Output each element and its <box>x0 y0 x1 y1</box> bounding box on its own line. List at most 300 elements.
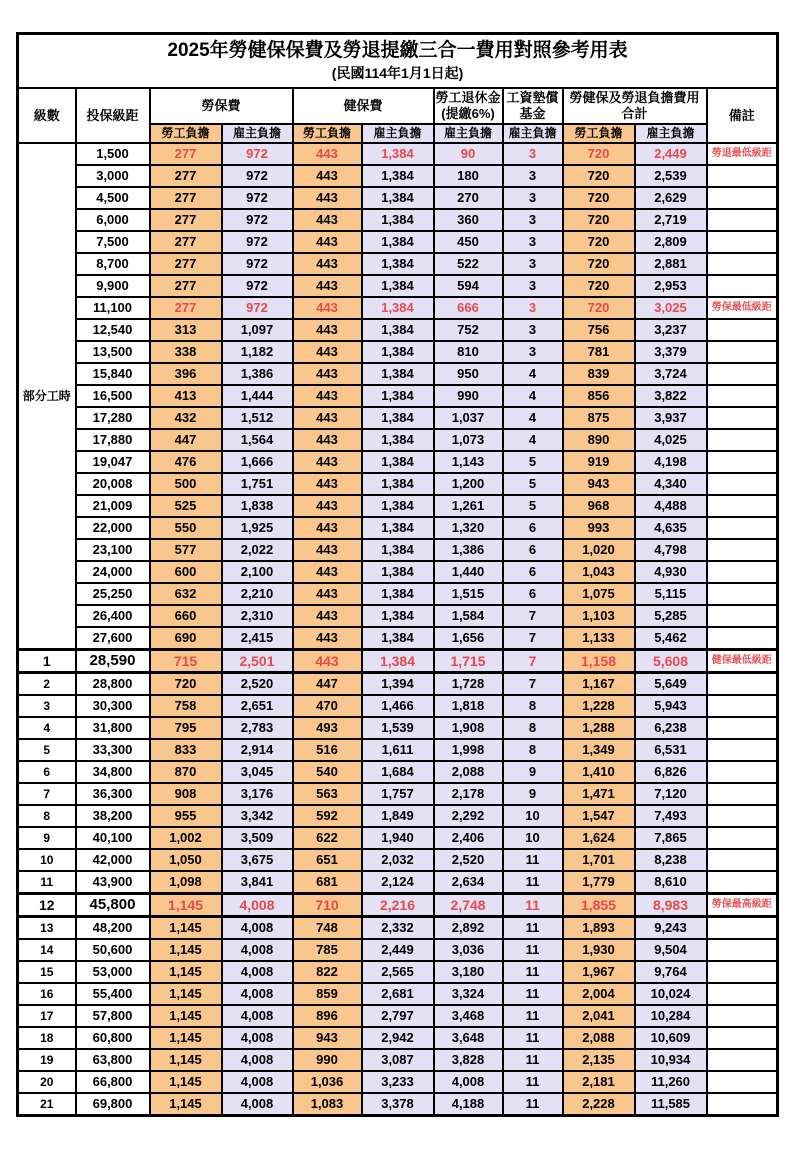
note-cell <box>707 783 778 805</box>
value-cell: 1,384 <box>362 341 434 363</box>
value-cell: 9 <box>503 761 563 783</box>
value-cell: 2,892 <box>434 917 503 940</box>
table-row <box>18 827 778 849</box>
value-cell: 3,036 <box>434 939 503 961</box>
note-cell <box>707 761 778 783</box>
salary-bracket-cell: 15,840 <box>76 363 150 385</box>
note-cell <box>707 1093 778 1116</box>
value-cell: 7 <box>503 627 563 650</box>
value-cell: 600 <box>150 561 222 583</box>
value-cell: 3,828 <box>434 1049 503 1071</box>
salary-bracket-cell: 17,880 <box>76 429 150 451</box>
salary-bracket-cell: 7,500 <box>76 231 150 253</box>
value-cell: 1,143 <box>434 451 503 473</box>
salary-bracket-cell: 28,590 <box>76 650 150 673</box>
value-cell: 3,180 <box>434 961 503 983</box>
value-cell: 2,310 <box>222 605 293 627</box>
value-cell: 1,384 <box>362 143 434 165</box>
salary-bracket-cell: 21,009 <box>76 495 150 517</box>
value-cell: 1,145 <box>150 1071 222 1093</box>
value-cell: 1,002 <box>150 827 222 849</box>
value-cell: 2,681 <box>362 983 434 1005</box>
salary-bracket-cell: 63,800 <box>76 1049 150 1071</box>
value-cell: 447 <box>293 673 362 696</box>
value-cell: 3,822 <box>635 385 707 407</box>
level-cell: 6 <box>18 761 76 783</box>
value-cell: 1,228 <box>563 695 635 717</box>
value-cell: 3 <box>503 275 563 297</box>
table-row <box>18 627 778 650</box>
note-cell <box>707 983 778 1005</box>
value-cell: 810 <box>434 341 503 363</box>
value-cell: 720 <box>563 297 635 319</box>
salary-bracket-cell: 48,200 <box>76 917 150 940</box>
value-cell: 2,415 <box>222 627 293 650</box>
note-cell <box>707 429 778 451</box>
value-cell: 1,097 <box>222 319 293 341</box>
value-cell: 516 <box>293 739 362 761</box>
value-cell: 413 <box>150 385 222 407</box>
value-cell: 1,098 <box>150 871 222 894</box>
value-cell: 896 <box>293 1005 362 1027</box>
value-cell: 3 <box>503 319 563 341</box>
salary-bracket-cell: 9,900 <box>76 275 150 297</box>
value-cell: 651 <box>293 849 362 871</box>
value-cell: 4,488 <box>635 495 707 517</box>
level-cell: 5 <box>18 739 76 761</box>
value-cell: 1,384 <box>362 473 434 495</box>
value-cell: 10 <box>503 805 563 827</box>
header-group-row <box>18 88 778 124</box>
value-cell: 4,198 <box>635 451 707 473</box>
value-cell: 2,797 <box>362 1005 434 1027</box>
value-cell: 1,384 <box>362 165 434 187</box>
value-cell: 1,075 <box>563 583 635 605</box>
value-cell: 2,651 <box>222 695 293 717</box>
value-cell: 7 <box>503 673 563 696</box>
value-cell: 2,719 <box>635 209 707 231</box>
note-cell <box>707 939 778 961</box>
value-cell: 1,624 <box>563 827 635 849</box>
note-cell <box>707 539 778 561</box>
value-cell: 950 <box>434 363 503 385</box>
value-cell: 4,798 <box>635 539 707 561</box>
level-cell: 20 <box>18 1071 76 1093</box>
value-cell: 10,284 <box>635 1005 707 1027</box>
value-cell: 1,547 <box>563 805 635 827</box>
table-row <box>18 695 778 717</box>
value-cell: 2,539 <box>635 165 707 187</box>
value-cell: 1,145 <box>150 1093 222 1116</box>
value-cell: 11,260 <box>635 1071 707 1093</box>
value-cell: 2,332 <box>362 917 434 940</box>
value-cell: 720 <box>563 143 635 165</box>
value-cell: 1,261 <box>434 495 503 517</box>
value-cell: 493 <box>293 717 362 739</box>
table-row <box>18 187 778 209</box>
note-cell <box>707 363 778 385</box>
value-cell: 1,584 <box>434 605 503 627</box>
value-cell: 4,008 <box>222 917 293 940</box>
header-health-employer-burden: 雇主負擔 <box>362 124 434 143</box>
table-row <box>18 1005 778 1027</box>
value-cell: 1,384 <box>362 583 434 605</box>
table-row <box>18 849 778 871</box>
value-cell: 7 <box>503 605 563 627</box>
value-cell: 500 <box>150 473 222 495</box>
value-cell: 1,050 <box>150 849 222 871</box>
value-cell: 443 <box>293 385 362 407</box>
salary-bracket-cell: 24,000 <box>76 561 150 583</box>
salary-bracket-cell: 45,800 <box>76 894 150 917</box>
note-cell <box>707 187 778 209</box>
value-cell: 1,838 <box>222 495 293 517</box>
value-cell: 1,200 <box>434 473 503 495</box>
value-cell: 1,384 <box>362 319 434 341</box>
value-cell: 1,384 <box>362 517 434 539</box>
value-cell: 972 <box>222 297 293 319</box>
salary-bracket-cell: 8,700 <box>76 253 150 275</box>
note-cell <box>707 695 778 717</box>
value-cell: 360 <box>434 209 503 231</box>
value-cell: 4,635 <box>635 517 707 539</box>
value-cell: 3,675 <box>222 849 293 871</box>
note-cell <box>707 739 778 761</box>
table-row <box>18 1071 778 1093</box>
value-cell: 11 <box>503 961 563 983</box>
value-cell: 4,008 <box>222 1049 293 1071</box>
value-cell: 1,384 <box>362 297 434 319</box>
value-cell: 443 <box>293 495 362 517</box>
value-cell: 2,520 <box>434 849 503 871</box>
value-cell: 1,386 <box>434 539 503 561</box>
value-cell: 4,008 <box>222 1093 293 1116</box>
header-total: 勞健保及勞退負擔費用合計 <box>563 88 707 124</box>
value-cell: 4,008 <box>222 894 293 917</box>
table-row <box>18 495 778 517</box>
value-cell: 972 <box>222 209 293 231</box>
note-cell <box>707 1071 778 1093</box>
value-cell: 1,666 <box>222 451 293 473</box>
value-cell: 277 <box>150 297 222 319</box>
note-cell <box>707 253 778 275</box>
value-cell: 2,942 <box>362 1027 434 1049</box>
table-row <box>18 385 778 407</box>
value-cell: 1,715 <box>434 650 503 673</box>
value-cell: 756 <box>563 319 635 341</box>
value-cell: 313 <box>150 319 222 341</box>
value-cell: 710 <box>293 894 362 917</box>
value-cell: 11 <box>503 1049 563 1071</box>
value-cell: 4,008 <box>222 983 293 1005</box>
value-cell: 594 <box>434 275 503 297</box>
level-cell: 4 <box>18 717 76 739</box>
salary-bracket-cell: 26,400 <box>76 605 150 627</box>
value-cell: 1,701 <box>563 849 635 871</box>
value-cell: 1,384 <box>362 495 434 517</box>
value-cell: 443 <box>293 605 362 627</box>
header-pension: 勞工退休金(提繳6%) <box>434 88 503 124</box>
value-cell: 180 <box>434 165 503 187</box>
level-cell: 18 <box>18 1027 76 1049</box>
value-cell: 1,386 <box>222 363 293 385</box>
value-cell: 577 <box>150 539 222 561</box>
value-cell: 1,384 <box>362 429 434 451</box>
value-cell: 1,930 <box>563 939 635 961</box>
value-cell: 1,349 <box>563 739 635 761</box>
table-row <box>18 761 778 783</box>
value-cell: 5 <box>503 473 563 495</box>
value-cell: 522 <box>434 253 503 275</box>
level-cell: 15 <box>18 961 76 983</box>
level-cell: 19 <box>18 1049 76 1071</box>
header-labor-employer-burden: 雇主負擔 <box>222 124 293 143</box>
value-cell: 822 <box>293 961 362 983</box>
value-cell: 3 <box>503 187 563 209</box>
value-cell: 666 <box>434 297 503 319</box>
value-cell: 3,378 <box>362 1093 434 1116</box>
salary-bracket-cell: 36,300 <box>76 783 150 805</box>
value-cell: 3 <box>503 231 563 253</box>
table-row <box>18 451 778 473</box>
salary-bracket-cell: 25,250 <box>76 583 150 605</box>
value-cell: 2,004 <box>563 983 635 1005</box>
value-cell: 720 <box>563 253 635 275</box>
value-cell: 2,124 <box>362 871 434 894</box>
header-wage-fund: 工資墊償基金 <box>503 88 563 124</box>
value-cell: 5,285 <box>635 605 707 627</box>
value-cell: 785 <box>293 939 362 961</box>
header-total-employee-burden: 勞工負擔 <box>563 124 635 143</box>
note-cell <box>707 871 778 894</box>
value-cell: 11 <box>503 1093 563 1116</box>
table-row <box>18 717 778 739</box>
value-cell: 1,384 <box>362 231 434 253</box>
value-cell: 277 <box>150 143 222 165</box>
salary-bracket-cell: 31,800 <box>76 717 150 739</box>
value-cell: 1,145 <box>150 961 222 983</box>
value-cell: 943 <box>293 1027 362 1049</box>
value-cell: 5,608 <box>635 650 707 673</box>
value-cell: 972 <box>222 275 293 297</box>
salary-bracket-cell: 69,800 <box>76 1093 150 1116</box>
table-row <box>18 961 778 983</box>
value-cell: 2,953 <box>635 275 707 297</box>
value-cell: 3,176 <box>222 783 293 805</box>
value-cell: 2,135 <box>563 1049 635 1071</box>
table-body <box>18 143 778 1116</box>
value-cell: 11 <box>503 1005 563 1027</box>
salary-bracket-cell: 60,800 <box>76 1027 150 1049</box>
value-cell: 11 <box>503 849 563 871</box>
level-cell: 2 <box>18 673 76 696</box>
value-cell: 919 <box>563 451 635 473</box>
salary-bracket-cell: 30,300 <box>76 695 150 717</box>
salary-bracket-cell: 27,600 <box>76 627 150 650</box>
value-cell: 277 <box>150 253 222 275</box>
value-cell: 396 <box>150 363 222 385</box>
salary-bracket-cell: 43,900 <box>76 871 150 894</box>
value-cell: 1,384 <box>362 650 434 673</box>
note-cell <box>707 673 778 696</box>
note-cell <box>707 717 778 739</box>
value-cell: 550 <box>150 517 222 539</box>
value-cell: 443 <box>293 231 362 253</box>
value-cell: 1,728 <box>434 673 503 696</box>
value-cell: 632 <box>150 583 222 605</box>
value-cell: 2,178 <box>434 783 503 805</box>
value-cell: 277 <box>150 231 222 253</box>
value-cell: 870 <box>150 761 222 783</box>
header-salary-bracket: 投保級距 <box>76 88 150 143</box>
value-cell: 5,649 <box>635 673 707 696</box>
header-labor-employee-burden: 勞工負擔 <box>150 124 222 143</box>
value-cell: 3,509 <box>222 827 293 849</box>
value-cell: 1,384 <box>362 363 434 385</box>
value-cell: 2,032 <box>362 849 434 871</box>
level-cell: 7 <box>18 783 76 805</box>
value-cell: 3,648 <box>434 1027 503 1049</box>
value-cell: 1,145 <box>150 917 222 940</box>
value-cell: 7,493 <box>635 805 707 827</box>
value-cell: 10 <box>503 827 563 849</box>
value-cell: 2,088 <box>563 1027 635 1049</box>
value-cell: 1,444 <box>222 385 293 407</box>
salary-bracket-cell: 23,100 <box>76 539 150 561</box>
note-cell <box>707 627 778 650</box>
value-cell: 681 <box>293 871 362 894</box>
value-cell: 2,783 <box>222 717 293 739</box>
salary-bracket-cell: 16,500 <box>76 385 150 407</box>
value-cell: 443 <box>293 297 362 319</box>
value-cell: 5,943 <box>635 695 707 717</box>
value-cell: 8 <box>503 695 563 717</box>
salary-bracket-cell: 12,540 <box>76 319 150 341</box>
value-cell: 4,008 <box>222 1005 293 1027</box>
value-cell: 943 <box>563 473 635 495</box>
value-cell: 972 <box>222 187 293 209</box>
value-cell: 3,087 <box>362 1049 434 1071</box>
value-cell: 11 <box>503 871 563 894</box>
level-cell: 3 <box>18 695 76 717</box>
value-cell: 972 <box>222 165 293 187</box>
table-row <box>18 319 778 341</box>
value-cell: 11 <box>503 1071 563 1093</box>
value-cell: 1,103 <box>563 605 635 627</box>
value-cell: 4 <box>503 385 563 407</box>
salary-bracket-cell: 38,200 <box>76 805 150 827</box>
table-row <box>18 739 778 761</box>
salary-bracket-cell: 13,500 <box>76 341 150 363</box>
value-cell: 968 <box>563 495 635 517</box>
value-cell: 5,115 <box>635 583 707 605</box>
value-cell: 752 <box>434 319 503 341</box>
table-row <box>18 605 778 627</box>
header-health-insurance: 健保費 <box>293 88 434 124</box>
note-cell <box>707 473 778 495</box>
value-cell: 715 <box>150 650 222 673</box>
table-row <box>18 583 778 605</box>
salary-bracket-cell: 3,000 <box>76 165 150 187</box>
table-row <box>18 143 778 165</box>
value-cell: 1,893 <box>563 917 635 940</box>
value-cell: 4,188 <box>434 1093 503 1116</box>
value-cell: 443 <box>293 517 362 539</box>
value-cell: 720 <box>563 231 635 253</box>
value-cell: 1,384 <box>362 209 434 231</box>
value-cell: 443 <box>293 451 362 473</box>
value-cell: 4 <box>503 407 563 429</box>
value-cell: 470 <box>293 695 362 717</box>
value-cell: 1,611 <box>362 739 434 761</box>
value-cell: 7,120 <box>635 783 707 805</box>
value-cell: 1,757 <box>362 783 434 805</box>
salary-bracket-cell: 42,000 <box>76 849 150 871</box>
value-cell: 1,512 <box>222 407 293 429</box>
value-cell: 1,384 <box>362 561 434 583</box>
table-row <box>18 650 778 673</box>
salary-bracket-cell: 28,800 <box>76 673 150 696</box>
value-cell: 3,237 <box>635 319 707 341</box>
value-cell: 5,462 <box>635 627 707 650</box>
value-cell: 4,008 <box>222 1027 293 1049</box>
salary-bracket-cell: 66,800 <box>76 1071 150 1093</box>
table-row <box>18 517 778 539</box>
value-cell: 2,292 <box>434 805 503 827</box>
value-cell: 592 <box>293 805 362 827</box>
value-cell: 1,394 <box>362 673 434 696</box>
value-cell: 4,008 <box>222 939 293 961</box>
value-cell: 720 <box>563 187 635 209</box>
value-cell: 972 <box>222 253 293 275</box>
value-cell: 955 <box>150 805 222 827</box>
value-cell: 1,925 <box>222 517 293 539</box>
note-cell: 勞保最低級距 <box>707 297 778 319</box>
table-row <box>18 165 778 187</box>
value-cell: 748 <box>293 917 362 940</box>
value-cell: 1,083 <box>293 1093 362 1116</box>
value-cell: 10,609 <box>635 1027 707 1049</box>
value-cell: 875 <box>563 407 635 429</box>
note-cell <box>707 1027 778 1049</box>
value-cell: 2,449 <box>362 939 434 961</box>
value-cell: 720 <box>563 275 635 297</box>
value-cell: 443 <box>293 275 362 297</box>
value-cell: 3,233 <box>362 1071 434 1093</box>
value-cell: 2,228 <box>563 1093 635 1116</box>
value-cell: 2,881 <box>635 253 707 275</box>
salary-bracket-cell: 53,000 <box>76 961 150 983</box>
value-cell: 758 <box>150 695 222 717</box>
value-cell: 1,539 <box>362 717 434 739</box>
note-cell <box>707 605 778 627</box>
level-cell: 17 <box>18 1005 76 1027</box>
value-cell: 1,145 <box>150 1049 222 1071</box>
value-cell: 443 <box>293 583 362 605</box>
note-cell <box>707 275 778 297</box>
value-cell: 11 <box>503 1027 563 1049</box>
value-cell: 563 <box>293 783 362 805</box>
value-cell: 2,748 <box>434 894 503 917</box>
value-cell: 890 <box>563 429 635 451</box>
value-cell: 476 <box>150 451 222 473</box>
value-cell: 1,998 <box>434 739 503 761</box>
value-cell: 7 <box>503 650 563 673</box>
value-cell: 338 <box>150 341 222 363</box>
value-cell: 277 <box>150 187 222 209</box>
value-cell: 9 <box>503 783 563 805</box>
value-cell: 1,384 <box>362 385 434 407</box>
